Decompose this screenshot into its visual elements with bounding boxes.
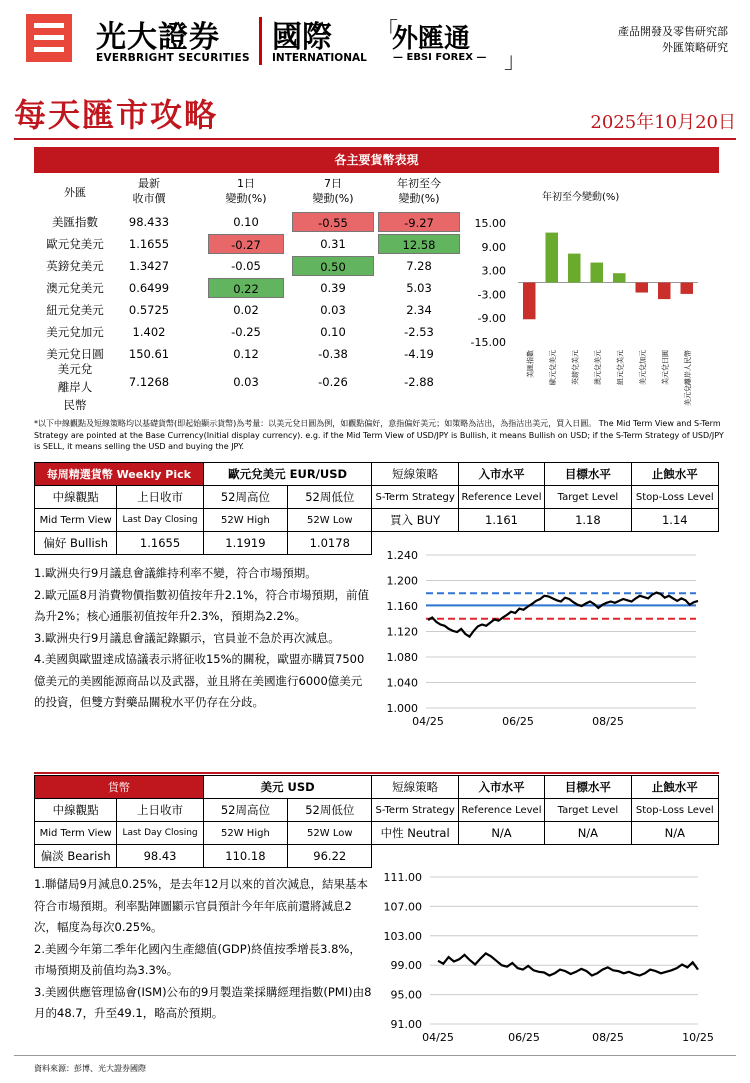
forex-name-en: — EBSI FOREX — <box>393 52 487 63</box>
bullet-item: 3.歐洲央行9月議息會議記錄顯示，官員並不急於再次減息。 <box>34 630 340 645</box>
ytd-bar <box>658 283 671 300</box>
strategy-value: 中性 Neutral <box>372 822 458 845</box>
fx-cell: -0.27 <box>208 234 284 254</box>
bracket-close-icon: 」 <box>504 49 527 74</box>
fx-cell: 0.5725 <box>128 303 170 317</box>
low-label: 52周低位 <box>288 486 372 509</box>
y-tick-label: -3.00 <box>477 288 506 302</box>
weekly-pick-table <box>34 462 719 555</box>
currency-name: 英鎊兌美元 <box>46 259 104 273</box>
stop-value: 1.14 <box>631 509 718 532</box>
ytd-bar <box>546 233 559 283</box>
y-tick-label: -9.00 <box>477 312 506 326</box>
pick2-bullets <box>34 874 372 1025</box>
forex-name-cn: 外匯通 <box>392 24 471 54</box>
fx-cell: 98.433 <box>128 215 170 229</box>
ytd-bar <box>568 254 581 283</box>
stop-label-en: Stop-Loss Level <box>631 799 718 822</box>
fx-table-title: 各主要貨幣表現 <box>34 147 719 173</box>
ytd-bar-chart <box>466 180 720 410</box>
bullet-item: 3.美國供應管理協會(ISM)公布的9月製造業採購經理指數(PMI)由8月的48.7，升至49.1，略高於預期。 <box>34 984 372 1020</box>
currency-name: 歐元兌美元 <box>46 237 104 251</box>
usd-index-line-chart <box>376 866 720 1050</box>
currency-name: 澳元兌美元 <box>46 281 104 295</box>
y-tick-label: 1.080 <box>386 651 418 664</box>
currency-name: 美元兌日圓 <box>46 347 104 361</box>
ytd-bar <box>523 283 536 320</box>
price-series-line <box>428 593 698 637</box>
view-value: 偏好 Bullish <box>35 532 117 555</box>
currency-name: 美匯指數 <box>52 215 98 229</box>
col-header: 外匯 <box>64 186 86 199</box>
close-label-en: Last Day Closing <box>117 509 203 532</box>
usd-pick-table <box>34 775 719 868</box>
ytd-bar <box>591 263 604 283</box>
view-value: 偏淡 Bearish <box>35 845 117 868</box>
department <box>618 24 728 56</box>
low-label-en: 52W Low <box>288 822 372 845</box>
price-series-line <box>438 953 698 975</box>
target-label: 目標水平 <box>545 776 631 799</box>
currency-pair: 美元 USD <box>203 776 372 799</box>
bullet-item: 2.美國今年第二季年化國內生產總值(GDP)終值按季增長3.8%，市場預期及前值均為3.3%。 <box>34 941 361 977</box>
fx-cell: -0.26 <box>318 375 348 389</box>
entry-label: 入市水平 <box>458 463 544 486</box>
category-label: 英鎊兌美元 <box>571 350 580 385</box>
col-header: 7日 變動(%) <box>312 177 354 205</box>
low-label: 52周低位 <box>288 799 372 822</box>
high-label: 52周高位 <box>203 799 287 822</box>
y-tick-label: 111.00 <box>383 871 422 884</box>
category-label: 美元兌離岸人民幣 <box>683 350 692 406</box>
entry-label-en: Reference Level <box>458 486 544 509</box>
ytd-bar <box>636 283 649 293</box>
fx-cell: 0.03 <box>320 303 346 317</box>
fx-cell: -0.55 <box>292 212 374 232</box>
intl-name-cn: 國際 <box>272 20 332 55</box>
category-label: 紐元兌美元 <box>616 350 625 385</box>
chart-title: 年初至今變動(%) <box>542 192 620 203</box>
currency-name: 美元兌加元 <box>46 325 104 339</box>
department-line: 外匯策略研究 <box>662 41 728 54</box>
bullet-item: 2.歐元區8月消費物價指數初值按年升2.1%，符合市場預期，前值為升2%；核心通脹初值按年升2.3%，預期為2.2%。 <box>34 587 370 623</box>
pick1-bullets <box>34 563 372 714</box>
strategy-value: 買入 BUY <box>372 509 458 532</box>
fx-cell: -9.27 <box>378 212 460 232</box>
bullet-item: 4.美國與歐盟達成協議表示將征收15%的關稅，歐盟亦購買7500億美元的美國能源商品以及武器，並且將在美國進行6000億美元的投資，但雙方對藥品關稅水平仍存在分歧。 <box>34 652 365 709</box>
close-value: 1.1655 <box>117 532 203 555</box>
view-label: 中線觀點 <box>35 799 117 822</box>
intl-name-en: INTERNATIONAL <box>272 52 367 64</box>
stop-label: 止蝕水平 <box>631 776 718 799</box>
low-value: 96.22 <box>288 845 372 868</box>
fx-cell: -0.05 <box>231 259 261 273</box>
brand-name-en: EVERBRIGHT SECURITIES <box>96 52 250 64</box>
strategy-label: 短線策略 <box>372 776 458 799</box>
fx-cell: -2.88 <box>404 375 434 389</box>
view-label: 中線觀點 <box>35 486 117 509</box>
y-tick-label: 9.00 <box>481 240 506 254</box>
col-header: 年初至今 變動(%) <box>397 177 441 205</box>
ytd-bar <box>613 273 626 282</box>
fx-cell: -4.19 <box>404 347 434 361</box>
fx-cell: 0.31 <box>320 237 346 251</box>
strategy-label-en: S-Term Strategy <box>372 486 458 509</box>
fx-cell: 150.61 <box>128 347 170 361</box>
fx-cell: 12.58 <box>378 234 460 254</box>
bullet-item: 1.聯儲局9月減息0.25%，是去年12月以來的首次減息，結果基本符合市場預期。利率點陣圖顯示官員預計今年年底前還將減息2次，幅度為每次0.25%。 <box>34 877 368 934</box>
x-tick-label: 08/25 <box>592 715 624 728</box>
strategy-label-en: S-Term Strategy <box>372 799 458 822</box>
high-value: 1.1919 <box>203 532 287 555</box>
stop-label: 止蝕水平 <box>631 463 718 486</box>
section-rule <box>34 772 719 774</box>
category-label: 歐元兌美元 <box>548 350 557 385</box>
department-line: 產品開發及零售研究部 <box>618 25 728 38</box>
close-label: 上日收市 <box>117 799 203 822</box>
fx-cell: 0.10 <box>320 325 346 339</box>
brand-name-cn: 光大證券 <box>96 20 220 55</box>
target-label: 目標水平 <box>545 463 631 486</box>
x-tick-label: 06/25 <box>502 715 534 728</box>
brand-logo-icon <box>26 14 72 62</box>
y-tick-label: 1.120 <box>386 625 418 639</box>
y-tick-label: 1.200 <box>386 574 418 588</box>
y-tick-label: 103.00 <box>383 929 422 943</box>
col-header: 最新 收市價 <box>132 177 166 205</box>
currency-pair: 歐元兌美元 EUR/USD <box>203 463 372 486</box>
header-divider <box>259 17 262 65</box>
disclaimer-note: *以下中線觀點及短線策略均以基礎貨幣(即起始顯示貨幣)為考量：以美元兌日圓為例，如觀點偏好，意指偏好美元；如策略為沽出，為指沽出美元，買入日圓。 The Mid Term View and S-Term Strategy are pointed at the Base Currency(Initial display currency). e.g. if the Mid Term View of USD/JPY is Bullish, it means Bullish on USD; if the S-Term Strategy of USD/JPY is SELL, it means selling the USD and buying the JPY. <box>34 419 724 451</box>
fx-cell: -0.38 <box>318 347 348 361</box>
close-label-en: Last Day Closing <box>117 822 203 845</box>
fx-performance-table <box>34 176 464 412</box>
col-header: 1日 變動(%) <box>225 177 267 205</box>
fx-cell: 0.22 <box>208 278 284 298</box>
y-tick-label: 15.00 <box>474 217 506 230</box>
fx-cell: -0.25 <box>231 325 261 339</box>
fx-cell: -2.53 <box>404 325 434 339</box>
high-label-en: 52W High <box>203 509 287 532</box>
bullet-item: 1.歐洲央行9月議息會議維持利率不變，符合市場預期。 <box>34 566 317 580</box>
high-label: 52周高位 <box>203 486 287 509</box>
currency-name: 紐元兌美元 <box>46 303 104 317</box>
fx-cell: 1.3427 <box>128 259 170 273</box>
entry-label: 入市水平 <box>458 776 544 799</box>
fx-cell: 0.12 <box>233 347 259 361</box>
target-value: 1.18 <box>545 509 631 532</box>
y-tick-label: -15.00 <box>470 336 506 349</box>
category-label: 美元兌日圓 <box>661 350 670 385</box>
eurusd-line-chart <box>376 545 720 735</box>
weekly-pick-label: 每周精選貨幣 Weekly Pick <box>35 463 204 486</box>
category-label: 美元兌加元 <box>638 350 647 385</box>
y-tick-label: 99.00 <box>390 959 422 973</box>
y-tick-label: 1.160 <box>386 600 418 613</box>
stop-label-en: Stop-Loss Level <box>631 486 718 509</box>
fx-cell: 1.1655 <box>128 237 170 251</box>
high-value: 110.18 <box>203 845 287 868</box>
close-value: 98.43 <box>117 845 203 868</box>
entry-value: N/A <box>458 822 544 845</box>
footer-rule <box>14 1055 736 1056</box>
strategy-label: 短線策略 <box>372 463 458 486</box>
fx-cell: 7.28 <box>406 259 432 273</box>
entry-value: 1.161 <box>458 509 544 532</box>
fx-cell: 0.02 <box>233 303 259 317</box>
page-title: 每天匯市攻略 <box>14 96 219 134</box>
close-label: 上日收市 <box>117 486 203 509</box>
target-label-en: Target Level <box>545 799 631 822</box>
x-tick-label: 04/25 <box>422 1031 454 1044</box>
target-value: N/A <box>545 822 631 845</box>
view-label-en: Mid Term View <box>35 509 117 532</box>
report-date: 2025年10月20日 <box>590 112 736 133</box>
y-tick-label: 1.240 <box>386 549 418 562</box>
data-source: 資料來源：彭博、光大證券國際 <box>34 1064 146 1073</box>
y-tick-label: 91.00 <box>390 1018 422 1031</box>
ytd-bar <box>681 283 694 294</box>
fx-cell: 1.402 <box>132 325 166 339</box>
x-tick-label: 06/25 <box>508 1031 540 1044</box>
fx-cell: 0.39 <box>320 281 346 295</box>
bracket-open-icon: 「 <box>376 19 399 44</box>
fx-cell: 0.6499 <box>128 281 170 295</box>
y-tick-label: 107.00 <box>383 900 422 914</box>
low-label-en: 52W Low <box>288 509 372 532</box>
x-tick-label: 08/25 <box>592 1031 624 1044</box>
currency-label: 貨幣 <box>35 776 204 799</box>
category-label: 澳元兌美元 <box>593 350 602 385</box>
x-tick-label: 04/25 <box>412 715 444 728</box>
currency-name: 美元兌離岸人民幣 <box>57 362 93 412</box>
x-tick-label: 10/25 <box>682 1031 714 1044</box>
entry-label-en: Reference Level <box>458 799 544 822</box>
y-tick-label: 1.040 <box>386 676 418 690</box>
title-rule <box>14 138 736 140</box>
stop-value: N/A <box>631 822 718 845</box>
y-tick-label: 1.000 <box>386 702 418 715</box>
fx-cell: 0.50 <box>292 256 374 276</box>
target-label-en: Target Level <box>545 486 631 509</box>
low-value: 1.0178 <box>288 532 372 555</box>
fx-cell: 0.10 <box>233 215 259 229</box>
y-tick-label: 95.00 <box>390 988 422 1002</box>
fx-cell: 2.34 <box>406 303 432 317</box>
fx-cell: 0.03 <box>233 375 259 389</box>
y-tick-label: 3.00 <box>481 264 506 278</box>
fx-cell: 7.1268 <box>128 375 170 389</box>
high-label-en: 52W High <box>203 822 287 845</box>
fx-cell: 5.03 <box>406 281 432 295</box>
view-label-en: Mid Term View <box>35 822 117 845</box>
category-label: 美匯指數 <box>526 350 535 378</box>
